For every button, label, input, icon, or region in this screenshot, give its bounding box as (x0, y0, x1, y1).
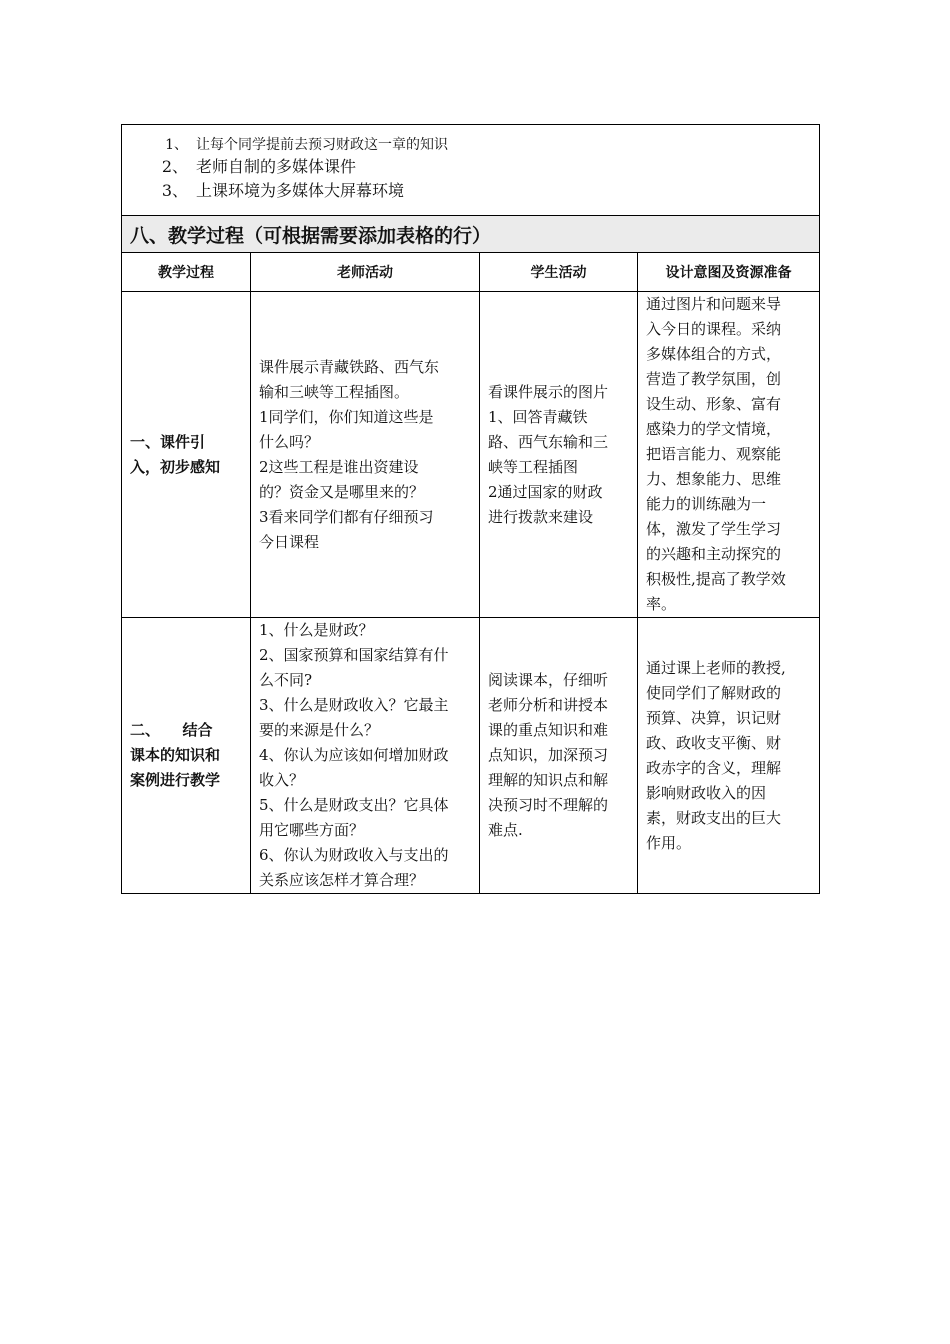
teacher-line: 用它哪些方面？ (259, 821, 365, 839)
prep-item-text: 上课环境为多媒体大屏幕环境 (196, 181, 405, 200)
stage-line: 课本的知识和 (130, 746, 221, 764)
student-line: 课的重点知识和难 (488, 721, 609, 739)
design-line: 的兴趣和主动探究的 (646, 545, 782, 563)
header-student: 学生活动 (480, 253, 638, 292)
table-row (122, 618, 820, 894)
teacher-line: 2、国家预算和国家结算有什 (259, 646, 449, 664)
teacher-line: 3看来同学们都有仔细预习 (259, 507, 434, 526)
teacher-line: 今日课程 (259, 532, 320, 551)
stage-line: 入，初步感知 (130, 457, 221, 476)
teacher-line: 3、什么是财政收入？它最主 (259, 696, 449, 714)
table-row (122, 292, 820, 618)
student-line: 2通过国家的财政 (488, 482, 603, 501)
design-line: 能力的训练融为一 (646, 495, 767, 513)
student-line: 进行拨款来建设 (488, 507, 594, 526)
design-line: 使同学们了解财政的 (646, 683, 782, 702)
design-line: 政、政收支平衡、财 (646, 733, 782, 752)
design-line: 通过课上老师的教授, (646, 658, 786, 677)
prep-item (122, 135, 819, 155)
design-line: 作用。 (646, 833, 692, 852)
design-line: 力、想象能力、思维 (646, 470, 782, 488)
header-design: 设计意图及资源准备 (638, 253, 820, 292)
design-line: 率。 (646, 595, 677, 613)
teacher-line: 1同学们，你们知道这些是 (259, 407, 434, 426)
prep-item-number: 1、 (165, 137, 188, 153)
design-cell (638, 618, 820, 894)
prep-list (122, 125, 820, 216)
teacher-line: 的？资金又是哪里来的？ (259, 482, 425, 501)
student-line: 老师分析和讲授本 (488, 696, 609, 714)
student-line: 点知识，加深预习 (488, 746, 609, 764)
stage-line: 一、课件引 (130, 432, 206, 451)
stage-cell (122, 292, 251, 618)
design-line: 预算、决算，识记财 (646, 708, 782, 727)
student-cell (480, 618, 638, 894)
prep-item (122, 179, 819, 203)
prep-item-text: 让每个同学提前去预习财政这一章的知识 (196, 137, 448, 153)
prep-row (122, 125, 820, 216)
student-line: 峡等工程插图 (488, 457, 579, 476)
teacher-line: 要的来源是什么？ (259, 721, 380, 739)
student-line: 难点. (488, 821, 523, 839)
student-line: 路、西气东输和三 (488, 432, 609, 451)
student-line: 阅读课本，仔细听 (488, 671, 609, 689)
design-line: 入今日的课程。采纳 (646, 320, 782, 338)
prep-item-number: 2、 (161, 157, 188, 176)
teacher-line: 4、你认为应该如何增加财政 (259, 746, 449, 764)
teacher-line: 关系应该怎样才算合理？ (259, 871, 425, 889)
teacher-line: 2这些工程是谁出资建设 (259, 457, 419, 476)
design-line: 政赤字的含义，理解 (646, 758, 782, 777)
prep-item-number: 3、 (161, 181, 188, 200)
student-line: 理解的知识点和解 (488, 771, 609, 789)
teacher-cell (251, 618, 480, 894)
stage-line: 案例进行教学 (130, 771, 221, 789)
teacher-line: 6、你认为财政收入与支出的 (259, 846, 449, 864)
design-line: 感染力的学文情境， (646, 420, 782, 438)
teacher-line: 么不同? (259, 671, 313, 689)
section-title-row (122, 216, 820, 253)
teacher-line: 输和三峡等工程插图。 (259, 382, 410, 401)
design-line: 体，激发了学生学习 (646, 520, 782, 538)
teacher-line: 什么吗？ (259, 432, 320, 451)
design-line: 通过图片和问题来导 (646, 295, 782, 313)
student-line: 决预习时不理解的 (488, 796, 609, 814)
student-cell (480, 292, 638, 618)
design-line: 把语言能力、观察能 (646, 445, 782, 463)
teacher-line: 收入？ (259, 771, 305, 789)
design-line: 设生动、形象、富有 (646, 395, 782, 413)
teacher-cell (251, 292, 480, 618)
prep-item (122, 155, 819, 179)
design-line: 积极性,提高了教学效 (646, 570, 786, 588)
teacher-line: 1、什么是财政？ (259, 621, 374, 639)
design-line: 多媒体组合的方式， (646, 345, 782, 363)
section-title: 八、教学过程（可根据需要添加表格的行） (122, 216, 820, 253)
prep-item-text: 老师自制的多媒体课件 (196, 157, 357, 176)
teacher-line: 课件展示青藏铁路、西气东 (259, 357, 440, 376)
table-header-row (122, 253, 820, 292)
stage-cell (122, 618, 251, 894)
stage-line: 二、 结合 (130, 721, 213, 739)
header-teacher: 老师活动 (251, 253, 480, 292)
design-line: 素，财政支出的巨大 (646, 808, 782, 827)
student-line: 看课件展示的图片 (488, 382, 609, 401)
header-stage: 教学过程 (122, 253, 251, 292)
lesson-plan-table (121, 124, 820, 894)
design-cell (638, 292, 820, 618)
design-line: 影响财政收入的因 (646, 783, 767, 802)
design-line: 营造了教学氛围，创 (646, 370, 782, 388)
student-line: 1、回答青藏铁 (488, 407, 588, 426)
teacher-line: 5、什么是财政支出？它具体 (259, 796, 449, 814)
